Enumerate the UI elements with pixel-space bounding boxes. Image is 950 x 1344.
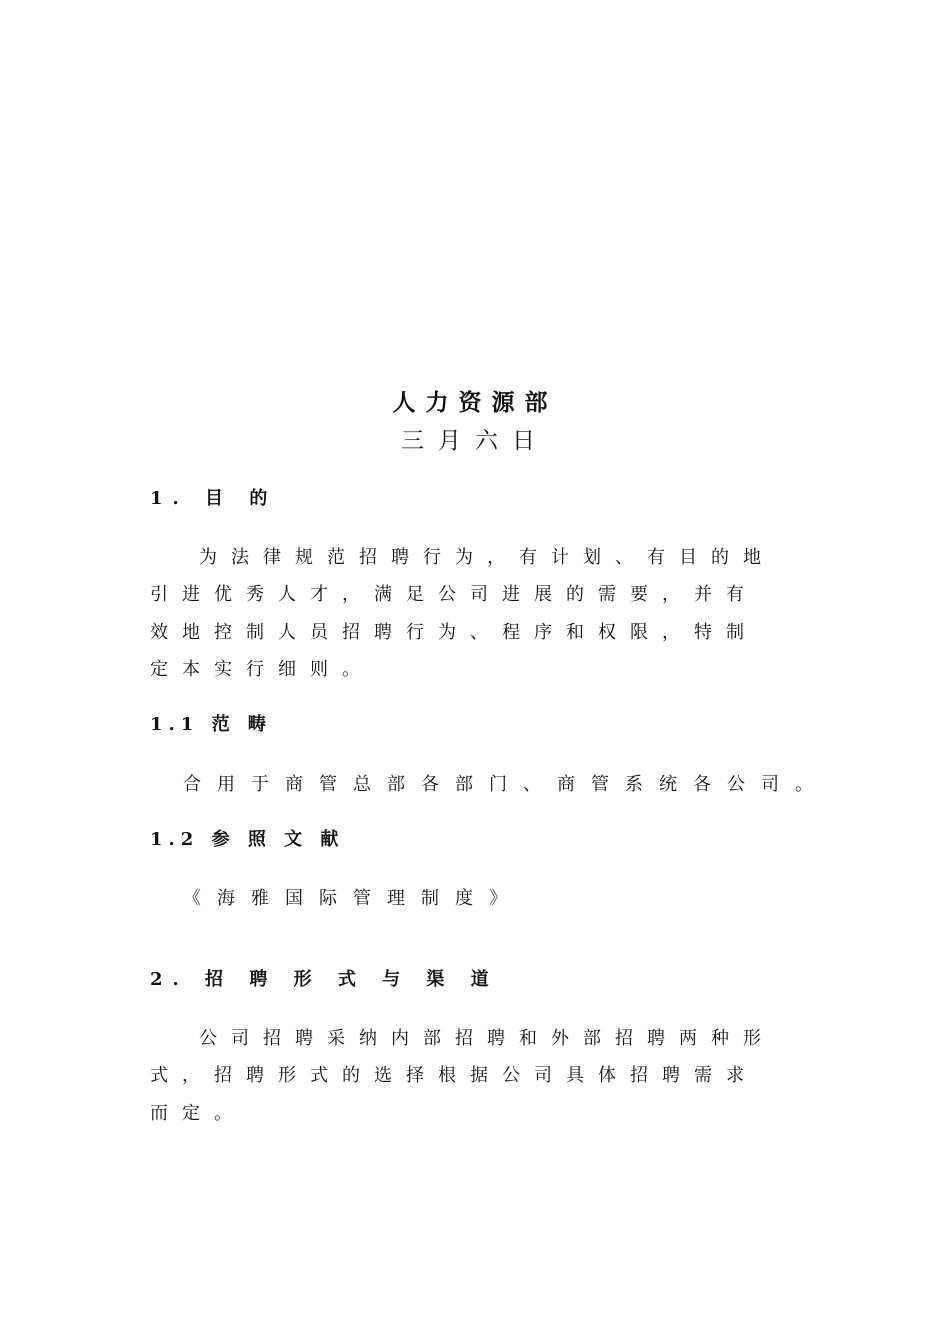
department-title: 人力资源部	[392, 389, 558, 416]
section-1-1-text: 合用于商管总部各部门、商管系统各公司。	[183, 774, 829, 795]
section-1-2-heading: 1.2 参 照 文 献	[150, 829, 345, 850]
section-1-line-4: 定本实行细则。	[150, 659, 374, 680]
section-1-heading: 1. 目 的	[150, 488, 278, 509]
date-title: 三月六日	[401, 428, 549, 454]
section-2-line-3: 而定。	[150, 1103, 246, 1124]
section-2-heading: 2. 招 聘 形 式 与 渠 道	[150, 969, 499, 990]
section-1-2-text: 《海雅国际管理制度》	[183, 888, 523, 909]
section-1-line-2: 引进优秀人才，满足公司进展的需要，并有	[150, 584, 758, 605]
section-2-line-1: 公司招聘采纳内部招聘和外部招聘两种形	[199, 1028, 775, 1049]
section-1-line-1: 为法律规范招聘行为，有计划、有目的地	[199, 547, 775, 568]
section-1-line-3: 效地控制人员招聘行为、程序和权限，特制	[150, 622, 758, 643]
section-2-line-2: 式，招聘形式的选择根据公司具体招聘需求	[150, 1065, 758, 1086]
section-1-1-heading: 1.1 范 畴	[150, 714, 272, 735]
